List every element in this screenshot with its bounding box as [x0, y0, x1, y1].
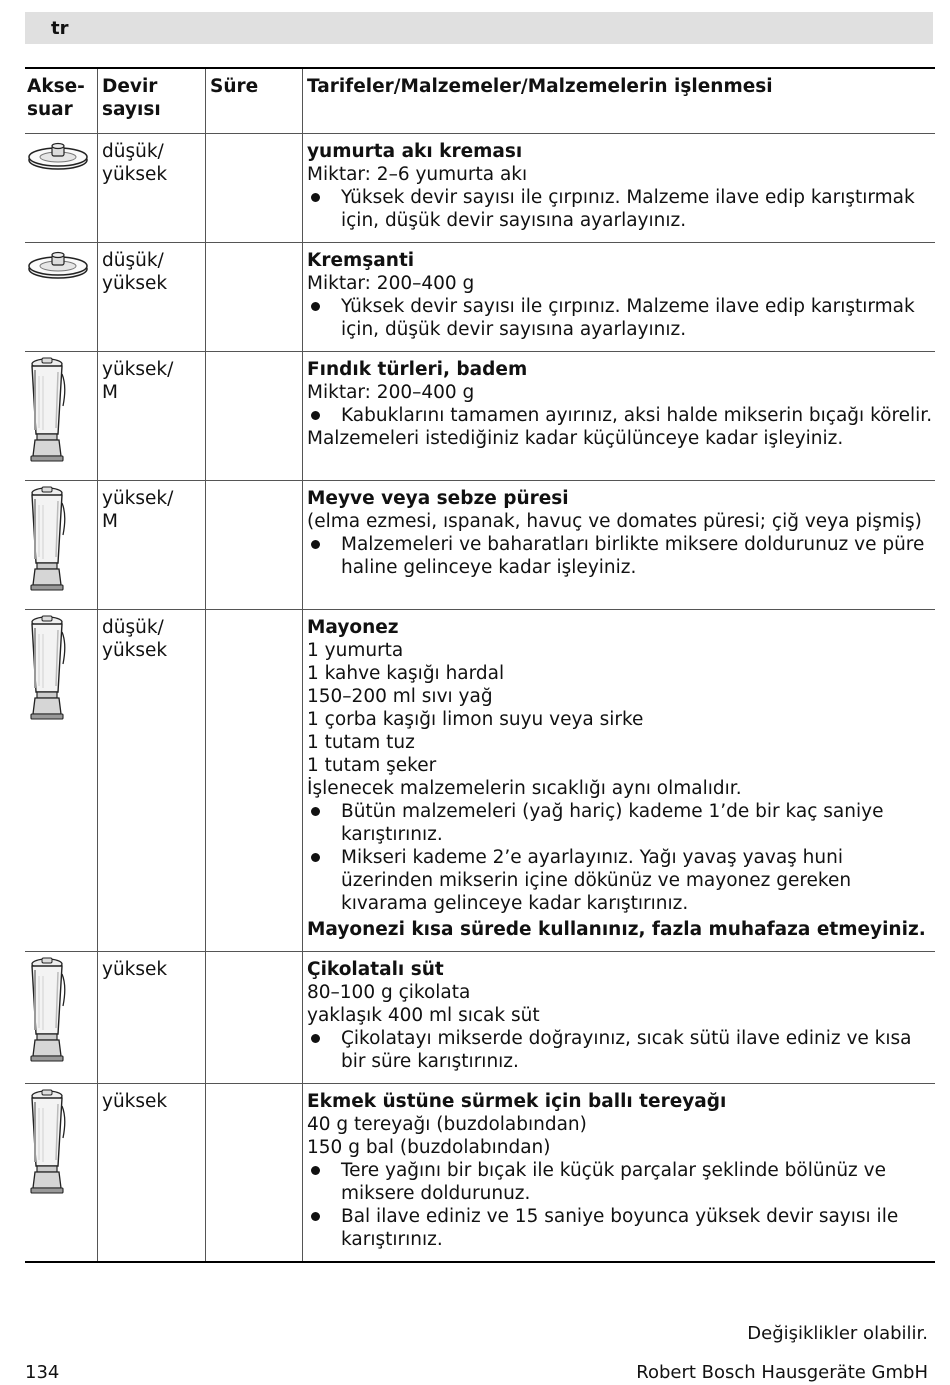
recipe-line: 150–200 ml sıvı yağ — [307, 686, 493, 707]
recipe-bullet: Yüksek devir sayısı ile çırpınız. Malzeme ilave edip karıştırmak için, düşük devir sayısına ayarlayınız. — [307, 186, 935, 232]
table-row — [25, 134, 935, 243]
accessory-cell — [25, 352, 98, 481]
time-cell — [206, 481, 303, 610]
accessory-cell — [25, 1084, 98, 1263]
recipe-cell — [303, 952, 936, 1084]
recipe-line: 40 g tereyağı (buzdolabından) — [307, 1114, 587, 1135]
table-row — [25, 610, 935, 952]
recipe-bullet: Yüksek devir sayısı ile çırpınız. Malzeme ilave edip karıştırmak için, düşük devir sayısına ayarlayınız. — [307, 295, 935, 341]
recipe-title: Meyve veya sebze püresi — [307, 488, 569, 509]
recipe-line: yaklaşık 400 ml sıcak süt — [307, 1005, 540, 1026]
footer-note: Değişiklikler olabilir. — [747, 1323, 928, 1344]
recipe-title: yumurta akı kreması — [307, 141, 523, 162]
accessory-cell — [25, 134, 98, 243]
time-cell — [206, 134, 303, 243]
recipe-bullet: Mikseri kademe 2’e ayarlayınız. Yağı yavaş yavaş huni üzerinden mikserin içine dökünüz ve mayonez gereken kıvarama gelinceye kadar karıştırınız. — [307, 846, 935, 915]
speed-cell: yüksek — [98, 1084, 206, 1263]
speed-cell: düşük/ yüksek — [98, 134, 206, 243]
recipe-cell — [303, 243, 936, 352]
speed-cell: düşük/ yüksek — [98, 610, 206, 952]
recipe-bullet: Malzemeleri ve baharatları birlikte miksere doldurunuz ve püre haline gelinceye kadar işleyiniz. — [307, 533, 935, 579]
recipe-line: Miktar: 2–6 yumurta akı — [307, 164, 528, 185]
table-row — [25, 952, 935, 1084]
blender-jug-icon — [27, 448, 67, 469]
header-speed: Devir sayısı — [98, 68, 206, 134]
recipe-title: Fındık türleri, badem — [307, 359, 528, 380]
recipe-cell — [303, 352, 936, 481]
recipe-line: (elma ezmesi, ıspanak, havuç ve domates püresi; çiğ veya pişmiş) — [307, 511, 922, 532]
whisk-attachment-icon — [27, 158, 91, 179]
recipe-line: 80–100 g çikolata — [307, 982, 471, 1003]
time-cell — [206, 243, 303, 352]
recipe-cell — [303, 481, 936, 610]
blender-jug-icon — [27, 577, 67, 598]
header-time: Süre — [206, 68, 303, 134]
blender-jug-icon — [27, 1180, 67, 1201]
recipe-cell — [303, 610, 936, 952]
recipe-line: Malzemeleri istediğiniz kadar küçülünceye kadar işleyiniz. — [307, 428, 844, 449]
blender-jug-icon — [27, 1048, 67, 1069]
accessory-cell — [25, 610, 98, 952]
header-recipes: Tarifeler/Malzemeler/Malzemelerin işlenmesi — [303, 68, 936, 134]
recipe-bullet: Tere yağını bir bıçak ile küçük parçalar şeklinde bölünüz ve miksere doldurunuz. — [307, 1159, 935, 1205]
speed-cell: düşük/ yüksek — [98, 243, 206, 352]
page-number: 134 — [25, 1362, 60, 1383]
accessory-cell — [25, 243, 98, 352]
header-accessory: Akse- suar — [27, 76, 85, 120]
recipe-bullet: Çikolatayı mikserde doğrayınız, sıcak sütü ilave ediniz ve kısa bir süre karıştırınız. — [307, 1027, 935, 1073]
recipe-cell — [303, 1084, 936, 1263]
recipe-line: 1 çorba kaşığı limon suyu veya sirke — [307, 709, 644, 730]
recipe-title: Mayonez — [307, 617, 399, 638]
accessory-cell — [25, 952, 98, 1084]
table-row — [25, 1084, 935, 1263]
time-cell — [206, 352, 303, 481]
recipe-line: 1 tutam şeker — [307, 755, 437, 776]
recipe-bullet: Kabuklarını tamamen ayırınız, aksi halde mikserin bıçağı körelir. — [307, 404, 935, 427]
recipe-table — [25, 67, 935, 1263]
speed-cell: yüksek/ M — [98, 352, 206, 481]
accessory-cell — [25, 481, 98, 610]
recipe-title: Ekmek üstüne sürmek için ballı tereyağı — [307, 1091, 727, 1112]
time-cell — [206, 610, 303, 952]
language-code: tr — [51, 18, 69, 39]
speed-cell: yüksek/ M — [98, 481, 206, 610]
recipe-line: 1 tutam tuz — [307, 732, 415, 753]
recipe-title: Çikolatalı süt — [307, 959, 444, 980]
recipe-line: Miktar: 200–400 g — [307, 273, 475, 294]
table-row — [25, 243, 935, 352]
recipe-bullet: Bal ilave ediniz ve 15 saniye boyunca yüksek devir sayısı ile karıştırınız. — [307, 1205, 935, 1251]
whisk-attachment-icon — [27, 267, 91, 288]
table-row — [25, 352, 935, 481]
recipe-line: İşlenecek malzemelerin sıcaklığı aynı olmalıdır. — [307, 778, 742, 799]
table-row — [25, 481, 935, 610]
speed-cell: yüksek — [98, 952, 206, 1084]
recipe-title: Kremşanti — [307, 250, 415, 271]
recipe-cell — [303, 134, 936, 243]
recipe-line: 1 yumurta — [307, 640, 404, 661]
recipe-line: 150 g bal (buzdolabından) — [307, 1137, 551, 1158]
table-header-row — [25, 68, 935, 134]
time-cell — [206, 1084, 303, 1263]
recipe-note: Mayonezi kısa sürede kullanınız, fazla muhafaza etmeyiniz. — [307, 919, 926, 940]
recipe-line: 1 kahve kaşığı hardal — [307, 663, 505, 684]
recipe-line: Miktar: 200–400 g — [307, 382, 475, 403]
company-name: Robert Bosch Hausgeräte GmbH — [636, 1362, 928, 1383]
time-cell — [206, 952, 303, 1084]
blender-jug-icon — [27, 706, 67, 727]
language-bar — [25, 12, 933, 44]
recipe-bullet: Bütün malzemeleri (yağ hariç) kademe 1’de bir kaç saniye karıştırınız. — [307, 800, 935, 846]
